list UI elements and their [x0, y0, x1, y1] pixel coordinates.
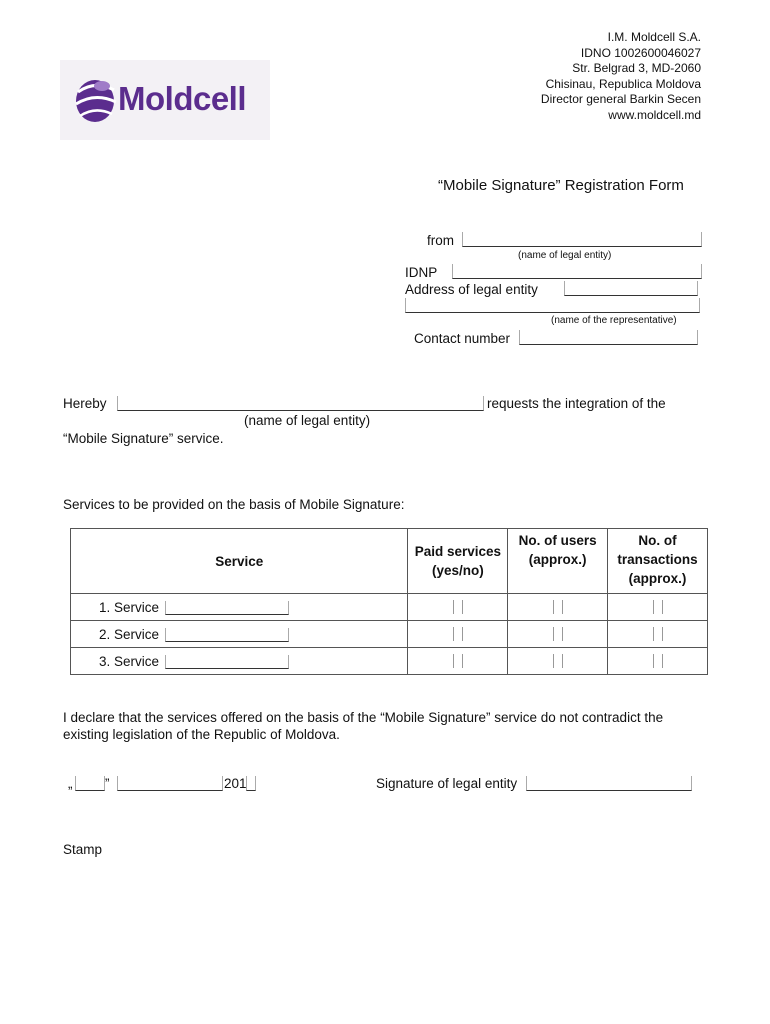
- header-paid: Paid services (yes/no): [408, 529, 508, 594]
- service-text: “Mobile Signature” service.: [63, 431, 224, 446]
- users-cell[interactable]: [508, 648, 608, 675]
- paid-cell[interactable]: [408, 594, 508, 621]
- date-month-field[interactable]: [117, 776, 223, 791]
- hereby-entity-note: (name of legal entity): [244, 413, 371, 428]
- contact-label: Contact number: [414, 331, 511, 346]
- representative-field[interactable]: [405, 298, 700, 313]
- from-field[interactable]: [462, 232, 702, 247]
- address-label: Address of legal entity: [405, 282, 538, 297]
- idnp-field[interactable]: [452, 264, 702, 279]
- date-day-field[interactable]: [75, 776, 105, 791]
- address-field[interactable]: [564, 281, 698, 296]
- signature-label: Signature of legal entity: [376, 776, 518, 791]
- contact-field[interactable]: [519, 330, 698, 345]
- company-idno: IDNO 1002600046027: [580, 45, 701, 60]
- service-3-field[interactable]: [165, 655, 289, 669]
- idnp-label: IDNP: [405, 265, 438, 280]
- logo-text: Moldcell: [118, 80, 247, 117]
- transactions-cell[interactable]: [608, 621, 708, 648]
- table-header-row: [71, 529, 708, 594]
- company-city: Chisinau, Republica Moldova: [545, 76, 701, 91]
- service-2-field[interactable]: [165, 628, 289, 642]
- transactions-cell[interactable]: [608, 594, 708, 621]
- company-website: www.moldcell.md: [608, 107, 701, 122]
- stamp-label: Stamp: [63, 842, 103, 857]
- service-1-field[interactable]: [165, 601, 289, 615]
- company-name: I.M. Moldcell S.A.: [607, 30, 701, 44]
- header-transactions: No. of transactions (approx.): [608, 529, 708, 594]
- paid-cell[interactable]: [408, 621, 508, 648]
- service-cell: 2. Service: [71, 621, 408, 648]
- from-label: from: [427, 233, 454, 248]
- hereby-entity-field[interactable]: [117, 396, 484, 411]
- legal-entity-note: (name of legal entity): [518, 250, 612, 261]
- date-close-quote: ”: [105, 776, 110, 791]
- form-title: “Mobile Signature” Registration Form: [438, 177, 684, 194]
- moldcell-logo: [60, 60, 270, 140]
- transactions-cell[interactable]: [608, 648, 708, 675]
- users-cell[interactable]: [508, 621, 608, 648]
- date-open-quote: „: [68, 776, 73, 791]
- date-year-prefix: 201: [224, 776, 247, 791]
- table-row: [71, 648, 708, 675]
- representative-note: (name of the representative): [551, 315, 677, 326]
- table-row: [71, 621, 708, 648]
- users-cell[interactable]: [508, 594, 608, 621]
- services-intro: Services to be provided on the basis of Mobile Signature:: [63, 497, 405, 512]
- header-service: Service: [71, 529, 408, 594]
- company-director: Director general Barkin Secen: [540, 92, 701, 106]
- paid-cell[interactable]: [408, 648, 508, 675]
- signature-field[interactable]: [526, 776, 692, 791]
- header-users: No. of users (approx.): [508, 529, 608, 594]
- service-cell: 1. Service: [71, 594, 408, 621]
- declaration-text: I declare that the services offered on the basis of the “Mobile Signature” service do not contradict the existing legislation of the Republic of Moldova.: [63, 710, 664, 742]
- service-cell: 3. Service: [71, 648, 408, 675]
- requests-text: requests the integration of the: [487, 396, 666, 411]
- company-street: Str. Belgrad 3, MD-2060: [572, 61, 701, 75]
- globe-icon: [72, 74, 118, 126]
- hereby-label: Hereby: [63, 396, 107, 411]
- services-table: [70, 528, 708, 675]
- company-info: [541, 30, 701, 123]
- table-row: [71, 594, 708, 621]
- date-year-field[interactable]: [246, 776, 256, 791]
